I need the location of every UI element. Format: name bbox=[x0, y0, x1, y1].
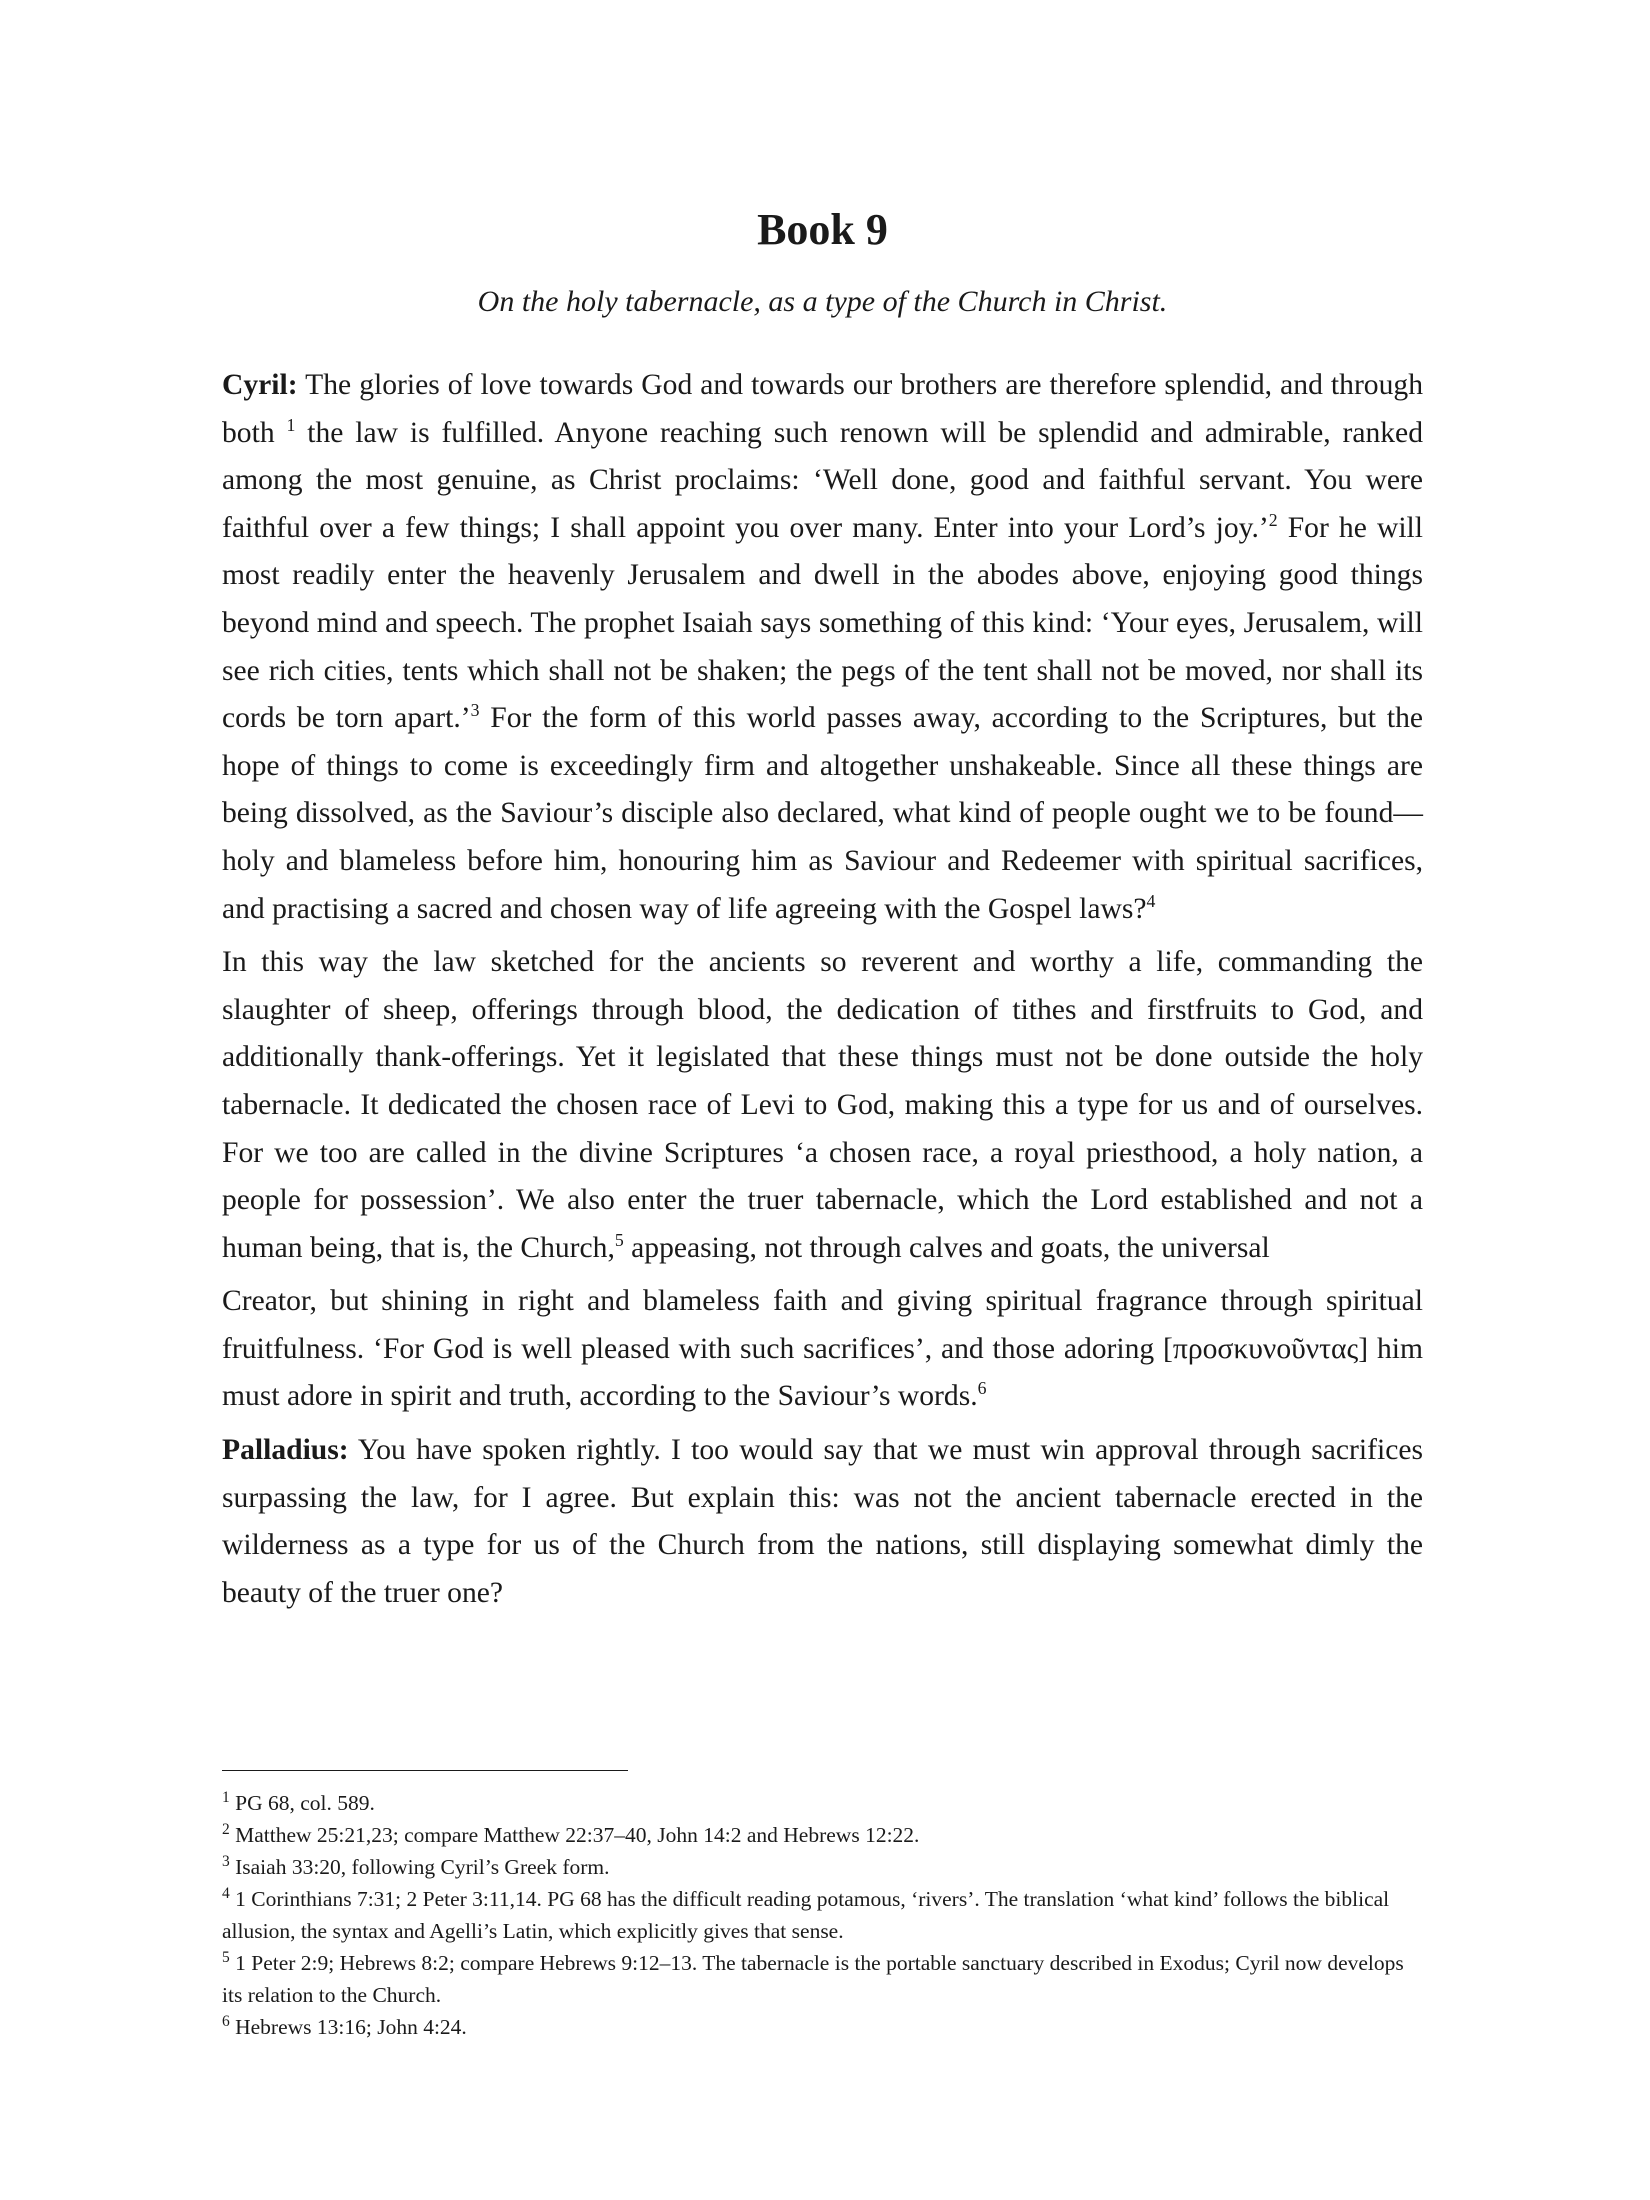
footnote bbox=[222, 2011, 1423, 2043]
page-title: Book 9 bbox=[757, 205, 888, 254]
footnote-text: 1 Corinthians 7:31; 2 Peter 3:11,14. PG 68 has the difficult reading potamous, ‘rivers’. The translation ‘what kind’ follows the biblical allusion, the syntax and Agelli’s Latin, which explicitly gives that sense. bbox=[222, 1887, 1390, 1943]
footnote-number: 5 bbox=[222, 1948, 230, 1966]
footnote bbox=[222, 1787, 1423, 1819]
paragraph bbox=[222, 1278, 1423, 1421]
footnote-text: Hebrews 13:16; John 4:24. bbox=[235, 2015, 467, 2039]
paragraph-text: the law is fulfilled. Anyone reaching such renown will be splendid and admirable, ranked among the most genuine, as Christ proclaims: ‘Well done, good and faithful servant. You were faithful over a few things; I shall appoint you over many. Enter into your Lord’s joy.’ bbox=[222, 416, 1423, 544]
footnote-divider bbox=[222, 1770, 628, 1771]
paragraph-text: For the form of this world passes away, according to the Scriptures, but the hope of things to come is exceedingly firm and altogether unshakeable. Since all these things are being dissolved, as the Saviour’s disciple also declared, what kind of people ought we to be found—holy and blameless before him, honouring him as Saviour and Redeemer with spiritual sacrifices, and practising a sacred and chosen way of life agreeing with the Gospel laws? bbox=[222, 702, 1424, 925]
footnote-ref: 4 bbox=[1146, 890, 1156, 911]
footnote bbox=[222, 1819, 1423, 1851]
footnote-ref: 3 bbox=[470, 700, 480, 721]
paragraph-text: In this way the law sketched for the ancients so reverent and worthy a life, commanding the slaughter of sheep, offerings through blood, the dedication of tithes and firstfruits to God, and additionally thank-offerings. Yet it legislated that these things must not be done outside the holy tabernacle. It dedicated the chosen race of Levi to God, making this a type for us and of ourselves. For we too are called in the divine Scriptures ‘a chosen race, a royal priesthood, a holy nation, a people for possession’. We also enter the truer tabernacle, which the Lord established and not a human being, that is, the Church, bbox=[222, 946, 1423, 1264]
paragraph-text: appeasing, not through calves and goats, the universal bbox=[623, 1231, 1270, 1264]
footnotes bbox=[222, 1787, 1423, 2043]
footnote-number: 4 bbox=[222, 1884, 230, 1902]
page-subtitle: On the holy tabernacle, as a type of the Church in Christ. bbox=[477, 285, 1168, 318]
footnote-number: 1 bbox=[222, 1788, 230, 1806]
footnote bbox=[222, 1947, 1423, 2011]
paragraph bbox=[222, 1427, 1423, 1617]
footnote-number: 2 bbox=[222, 1820, 230, 1838]
paragraph-text: You have spoken rightly. I too would say that we must win approval through sacrifices surpassing the law, for I agree. But explain this: was not the ancient tabernacle erected in the wilderness as a type for us of the Church from the nations, still displaying somewhat dimly the beauty of the truer one? bbox=[222, 1434, 1423, 1609]
paragraph bbox=[222, 362, 1423, 933]
footnote-ref: 1 bbox=[286, 414, 296, 435]
footnote-text: Isaiah 33:20, following Cyril’s Greek form. bbox=[235, 1855, 610, 1879]
footnote-ref: 5 bbox=[614, 1229, 624, 1250]
body-text bbox=[222, 362, 1423, 1617]
paragraph bbox=[222, 939, 1423, 1272]
footnote-number: 6 bbox=[222, 2012, 230, 2030]
footnote-ref: 6 bbox=[977, 1378, 987, 1399]
footnote bbox=[222, 1883, 1423, 1947]
footnote-number: 3 bbox=[222, 1852, 230, 1870]
footnote-text: PG 68, col. 589. bbox=[235, 1791, 375, 1815]
speaker-label: Palladius: bbox=[222, 1434, 349, 1467]
paragraph-text: For he will most readily enter the heavenly Jerusalem and dwell in the abodes above, enjoying good things beyond mind and speech. The prophet Isaiah says something of this kind: ‘Your eyes, Jerusalem, will see rich cities, tents which shall not be shaken; the pegs of the tent shall not be moved, nor shall its cords be torn apart.’ bbox=[222, 511, 1424, 735]
footnote-text: 1 Peter 2:9; Hebrews 8:2; compare Hebrews 9:12–13. The tabernacle is the portable sanctuary described in Exodus; Cyril now develops its relation to the Church. bbox=[222, 1951, 1404, 2007]
speaker-label: Cyril: bbox=[222, 369, 298, 401]
footnote-text: Matthew 25:21,23; compare Matthew 22:37–40, John 14:2 and Hebrews 12:22. bbox=[235, 1823, 920, 1847]
paragraph-text: Creator, but shining in right and blameless faith and giving spiritual fragrance through spiritual fruitfulness. ‘For God is well pleased with such sacrifices’, and those adoring [προσκυνοῦντας] him must adore in spirit and truth, according to the Saviour’s words. bbox=[222, 1285, 1423, 1413]
footnote-ref: 2 bbox=[1268, 509, 1278, 530]
footnote bbox=[222, 1851, 1423, 1883]
paragraph-text: The glories of love towards God and towards our brothers are therefore splendid, and through both bbox=[222, 369, 1423, 449]
